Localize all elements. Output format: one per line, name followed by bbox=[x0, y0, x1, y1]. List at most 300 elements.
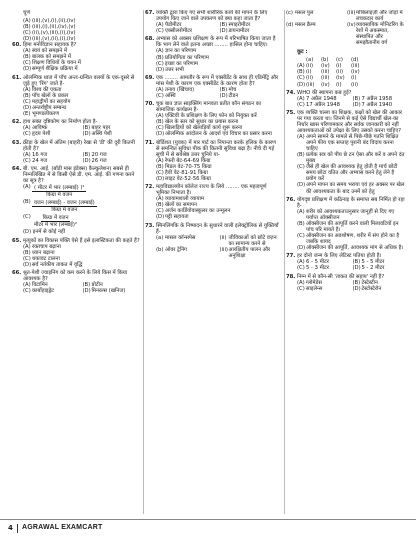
option bbox=[297, 286, 351, 292]
option-label: (B) bbox=[23, 24, 31, 31]
question-number: 70. bbox=[145, 101, 155, 108]
match-right bbox=[220, 235, 282, 247]
column-divider bbox=[143, 10, 144, 514]
option-text: (D) इनमें से कोई नहीं bbox=[23, 229, 66, 236]
option-text: खेलों का समापन bbox=[165, 202, 197, 209]
matrix-head-cell: (c) bbox=[336, 57, 343, 64]
option-text: 6 - 5 मीटर bbox=[306, 259, 329, 266]
option-label: (A) bbox=[156, 157, 164, 164]
option-label: (D) bbox=[352, 265, 361, 272]
option bbox=[297, 245, 406, 251]
option-text: पट्टी सहायता bbox=[165, 214, 189, 221]
option-text: रक्तचाप बढ़ाना bbox=[32, 243, 61, 250]
option-text: पैडोमीटर bbox=[165, 22, 182, 29]
question-74 bbox=[286, 90, 406, 108]
option-text: 7 अप्रैल 1948 bbox=[306, 95, 337, 102]
match-left bbox=[156, 247, 218, 259]
option-label: (B) bbox=[82, 151, 91, 158]
matrix-row-label: (D) bbox=[297, 81, 306, 88]
option bbox=[83, 158, 141, 164]
option-label: (C) bbox=[297, 285, 305, 292]
option-label: (D) bbox=[156, 214, 165, 221]
option-text: तनाव (खिंचाव) bbox=[165, 86, 195, 93]
option-label: (B) bbox=[156, 163, 164, 170]
option-text: भूमण्डलीकरण bbox=[32, 110, 60, 117]
option-text: साइलेन्स bbox=[306, 285, 323, 292]
question-72 bbox=[145, 184, 281, 220]
question-65 bbox=[12, 238, 140, 268]
option-text: 5 - 3 मीटर bbox=[306, 265, 329, 272]
question-number: 73. bbox=[145, 222, 155, 229]
option-text: टेस्टेस्टीन bbox=[361, 279, 378, 286]
match-right bbox=[347, 10, 406, 22]
option-text: (iii),(i),(ii),(iv),(v) bbox=[32, 24, 76, 31]
option-label: (A) bbox=[23, 86, 31, 93]
question-63 bbox=[12, 140, 140, 164]
question-text: मृत्युकों का विकास पंक्ति ऐसे हैं इसे इलास्टिकता की कहते हैं? bbox=[23, 237, 140, 244]
option-label: (B) bbox=[219, 22, 228, 29]
question-text: हर दोनो जन्म के लिए लेटिस्ट पतिया होती है। bbox=[297, 253, 382, 260]
option-text: 26 गज bbox=[91, 157, 107, 164]
question-text: अभ्यास को अक्सर प्रशिक्षण के रूप में परिभाषित किया जाता है कि भाग लेने वाले इतना अच्छा ........ हासिल होना चाहिए। bbox=[156, 36, 276, 49]
question-number: 69. bbox=[145, 74, 155, 81]
option bbox=[23, 158, 81, 164]
question-text: महाविद्यालयीन कॉलेज राज्य के लिये ........ एक महत्वपूर्ण भूमिका निभाता है। bbox=[156, 184, 267, 197]
option-text: व्यायामशाली व्यायाम bbox=[165, 196, 205, 203]
question-number: 77. bbox=[286, 253, 296, 260]
option-text: आविष्क bbox=[32, 125, 48, 132]
option-label: (C) bbox=[23, 255, 31, 262]
matrix-cell: (iii) bbox=[351, 63, 360, 70]
option-label: (C) bbox=[23, 60, 31, 67]
question-number: 74. bbox=[286, 89, 296, 96]
option-text: 7 अप्रैल 1958 bbox=[361, 95, 393, 102]
option bbox=[156, 131, 281, 137]
option-label: (B) bbox=[23, 54, 31, 61]
question-head bbox=[286, 110, 406, 134]
option-label: (iii) bbox=[219, 246, 228, 253]
matrix-row-label: (C) bbox=[297, 75, 305, 82]
option-label: (A) bbox=[23, 243, 31, 250]
option bbox=[297, 233, 406, 245]
matrix-cell: (i) bbox=[336, 63, 342, 70]
option-text: विश्व की एकता bbox=[32, 86, 62, 93]
option bbox=[156, 93, 218, 99]
option-label: (B) bbox=[352, 259, 361, 266]
matrix-cell: (ii) bbox=[351, 81, 359, 88]
option-text: (iii),(v),(i),(ii),(iv) bbox=[32, 18, 76, 25]
option-text: प्रतियोगिता का परिणाम bbox=[165, 54, 209, 61]
option-label: (C) bbox=[156, 92, 164, 99]
question-number: 63. bbox=[12, 139, 22, 146]
option-text: (ii),(v),(iii),(i),(iv) bbox=[32, 30, 76, 37]
question-62 bbox=[12, 119, 140, 137]
option-text: मोच bbox=[228, 86, 237, 93]
option-label: (A) bbox=[297, 279, 305, 286]
option bbox=[156, 28, 218, 34]
question-text: स्पिनलिंगकि के निष्पादन के सुधारने वाली इलेक्ट्रोलिक से युक्तियाँ हैं- bbox=[156, 222, 279, 235]
match-left bbox=[286, 10, 345, 22]
option-label: (A) bbox=[23, 151, 31, 158]
option-label: (A) bbox=[156, 86, 164, 93]
option-text: ज्ञान का परिणाम bbox=[165, 48, 197, 55]
question-66 bbox=[12, 270, 140, 294]
options-grid bbox=[297, 96, 406, 108]
question-number: 61. bbox=[12, 74, 22, 81]
page-footer bbox=[0, 519, 416, 538]
option-text: ऑक्सीजन की आपूर्ति करने वाली मिलावटियों इन पांच परि मायते है। bbox=[306, 220, 399, 233]
option-text: अस्थि bbox=[165, 92, 176, 99]
option bbox=[353, 102, 407, 108]
matrix-cell: (ii) bbox=[306, 63, 314, 70]
option bbox=[23, 288, 81, 294]
question-number: 62. bbox=[12, 119, 22, 126]
option-text: ऑक्सीजन का अवशोषण, शरीर में संप होने का है जबकि शायद bbox=[306, 233, 400, 246]
option-label: (A) bbox=[23, 18, 31, 25]
option bbox=[297, 182, 406, 194]
option-label: (A) bbox=[23, 125, 31, 132]
option-text: कार्बोहाइड्रेट bbox=[32, 288, 54, 295]
option-label: (A) bbox=[297, 95, 305, 102]
option bbox=[83, 131, 141, 137]
question-64 bbox=[12, 166, 140, 235]
question-head bbox=[145, 75, 281, 87]
option-text: बाहर पहर bbox=[91, 125, 111, 132]
fraction: $\frac{\text{किग्रा में वजन}}{\text{मीटर में भार (लम्बाई)²}}$ bbox=[34, 215, 78, 229]
option-label: (C) bbox=[156, 28, 164, 35]
option-label: (d) bbox=[286, 22, 294, 29]
option-label: (D) bbox=[352, 285, 361, 292]
question-head bbox=[145, 140, 281, 158]
footer-divider bbox=[17, 524, 18, 533]
matrix-cell: (iv) bbox=[336, 75, 345, 82]
option-label: (D) bbox=[156, 175, 165, 182]
option-text: ओलम्पिक आंदोलन के आदर्श एवं विचार का प्रसार करना bbox=[165, 131, 272, 138]
option-text: स्पाइरोमीटर bbox=[228, 22, 251, 29]
option bbox=[353, 286, 407, 292]
option-label: (D) bbox=[219, 28, 228, 35]
option bbox=[353, 265, 407, 271]
question-text: एक व्यक्ति चल्ला का शिक्षक, कक्षों को खेल की आकार पर गया करता था। जिनमे से कई ऐसे विद्यार्थी खेल-का निर्धार खास परिणामकार और सर्वक जानकारी को नहीं आवश्यकताओं को उपेक्षा के लिए उसको करना चाहिए? bbox=[297, 109, 403, 135]
question-text: निम्न में से कौन-सी 'ताकत की सहाय' नहीं है? bbox=[297, 273, 385, 280]
option-label: (B) bbox=[156, 119, 164, 126]
option-text: पाँच खेलों के प्रकार bbox=[32, 92, 69, 99]
option-label: (D) bbox=[156, 66, 165, 73]
match-grid bbox=[156, 235, 281, 259]
question-text: क्रीड़ा के खेल में अंतिम (बाहरी) रेखा से 'डी' की दूरी कितनी होती है? bbox=[23, 139, 135, 152]
option-text: अन्तर्राष्ट्रीय सम्बन्ध bbox=[32, 104, 67, 111]
match-grid bbox=[286, 10, 406, 46]
option-label: (D) bbox=[23, 66, 32, 73]
option-text: टेस्टोस्टेरोन bbox=[361, 285, 382, 292]
continued-options bbox=[12, 18, 140, 42]
question-text: हाथ सक्त दृष्टिकोण का निर्माण होता है- bbox=[23, 119, 98, 126]
option bbox=[23, 131, 81, 137]
option-label: (B) bbox=[156, 202, 164, 209]
question-head bbox=[145, 101, 281, 113]
option-text: 5 - 5 मीटर bbox=[361, 259, 385, 266]
question-number: 76. bbox=[286, 196, 296, 203]
option-text: इच्छा का परिणाम bbox=[165, 60, 199, 67]
option-text: खेल के स्तर को सुधार का प्रयास करना bbox=[165, 119, 239, 126]
option-label: (ii) bbox=[219, 234, 227, 241]
question-73 bbox=[145, 223, 281, 259]
option-label: (B) bbox=[352, 95, 361, 102]
option-label: (B) bbox=[82, 282, 91, 289]
question-70 bbox=[145, 101, 281, 137]
match-right bbox=[220, 247, 282, 259]
option-label: (C) bbox=[23, 288, 31, 295]
options-grid bbox=[156, 22, 281, 34]
question-number: 65. bbox=[12, 237, 22, 244]
question-68 bbox=[145, 36, 281, 72]
options-grid bbox=[23, 125, 140, 137]
question-60 bbox=[12, 42, 140, 72]
option-label: (E) bbox=[23, 110, 31, 117]
option-label: (A) bbox=[156, 22, 164, 29]
option-text: डायनामीटर bbox=[228, 28, 250, 35]
matrix-head-cell: (b) bbox=[321, 57, 329, 64]
option bbox=[297, 164, 406, 182]
question-number: 78. bbox=[286, 273, 296, 280]
brand-name: AGRAWAL EXAMCART bbox=[22, 524, 103, 531]
match-right bbox=[347, 22, 406, 46]
column-divider bbox=[284, 10, 285, 514]
question-number: 66. bbox=[12, 269, 22, 276]
matrix-cell: (iii) bbox=[306, 81, 315, 88]
option-label: (C) bbox=[156, 208, 164, 215]
option-text: मोबिलाइज़ी और जोड़ों में लचकदार कार्य bbox=[356, 10, 403, 23]
matrix-cell: (iii) bbox=[321, 69, 330, 76]
match-left bbox=[286, 22, 345, 46]
option-text: प्रत्येक सत्र को पीय छे टन ऐसा और करें व अपने दंत मुख्य bbox=[306, 152, 405, 165]
question-text: चूक बात ज्ञात साइक्लिंग मानवता प्रतीत कौन संगठन का सामाजिक कार्यक्रम है- bbox=[156, 101, 262, 114]
options-grid bbox=[297, 280, 406, 292]
option-fraction: (A) $\frac{\text{( मीटर में भार (लम्बाई) )²}}{\text{किग्रा में वजन}}$ bbox=[23, 184, 85, 199]
option-text: जैसे ही खेल की आवश्यक हेतु होती है मार्च छोटी समय छोटा वतित और अभ्यास करने हेतु लेने है प्रयोग करें bbox=[306, 164, 398, 183]
option-label: (A) bbox=[23, 282, 31, 289]
option-text: 20 गज bbox=[91, 151, 107, 158]
column-middle bbox=[145, 10, 281, 514]
option-label: (A) bbox=[297, 208, 305, 215]
option-label: (D) bbox=[297, 245, 306, 252]
question-61 bbox=[12, 75, 140, 117]
option-label: (B) bbox=[297, 152, 305, 159]
option-label: (D) bbox=[82, 288, 91, 295]
option-text: शरीर को आवश्यकताउनुसार जानूहीं से दिए गए पर्याप्त ऑक्सीजन bbox=[306, 208, 395, 221]
question-78 bbox=[286, 274, 406, 292]
question-75 bbox=[286, 110, 406, 195]
option-label: (D) bbox=[352, 101, 361, 108]
option-text: महाद्वीपों का सहयोग bbox=[32, 98, 71, 105]
option-label: (C) bbox=[23, 30, 31, 37]
option-text: ध्यान बढ़ाना bbox=[32, 249, 55, 256]
option-text: मसल पुल bbox=[295, 10, 314, 16]
option-text: व्यावसायिक मोनिटरिंग के रेशों में अकस्मात, संस्थापित और समझौतानीय वर्ग bbox=[356, 22, 404, 47]
fraction: $\frac{\text{वजन (लम्बाई) - वजन (लम्बाई)}}{\text{किग्रा में वजन}}$ bbox=[34, 200, 95, 214]
option-text: 16 गज bbox=[32, 151, 48, 158]
option-text: 24 गज bbox=[32, 157, 48, 164]
option-label: (C) bbox=[23, 131, 31, 138]
option-text: 17 अप्रैल 1948 bbox=[306, 101, 340, 108]
matrix-head-cell: (d) bbox=[351, 57, 359, 64]
options-grid bbox=[297, 259, 406, 271]
option-text: विटामिन bbox=[32, 282, 48, 289]
option-text: टीडन bbox=[228, 92, 239, 99]
question-number: 60. bbox=[12, 42, 22, 49]
option-text: अपने सामने के मामले से पिछे-पीछे गतनि शिक्षित अपने फीय एक सप्ताह पुरानी बंद विदाय करना चाहिए bbox=[306, 134, 399, 153]
question-head bbox=[145, 10, 281, 22]
option-label: (D) bbox=[156, 131, 165, 138]
option-text: 5 - 2 मीटर bbox=[361, 265, 385, 272]
matrix-cell: (iv) bbox=[321, 81, 330, 88]
option-label: (D) bbox=[23, 104, 32, 111]
matrix-cell: (i) bbox=[351, 75, 357, 82]
question-76 bbox=[286, 197, 406, 251]
option-text: अस्थि पेशी bbox=[91, 131, 112, 138]
option-label: (iv) bbox=[347, 22, 356, 29]
options-grid bbox=[23, 282, 140, 294]
option-text: ऑक्सीजन की आपूर्ति, आवश्यक मांग से अधिक है। bbox=[306, 245, 404, 252]
option-text: रेफरी बेट-64-69 किग्रा bbox=[165, 157, 211, 164]
option-text: 7 अप्रैल 1940 bbox=[361, 101, 393, 108]
matrix-cell: (iv) bbox=[321, 63, 330, 70]
option-label: (C) bbox=[156, 60, 164, 67]
matrix-row-label: (B) bbox=[297, 69, 305, 76]
question-text: बी. एम. आई. (बॉडी मास इंडेक्स) कैल्कुलेशन) सबसे ही निम्नलिखित में से किसी ऐसे डी. एम. आई. की गणना करने का सूत्र है? bbox=[23, 165, 135, 184]
option-label: (A) bbox=[156, 113, 164, 120]
option-text: ग्लोमेडेस bbox=[306, 279, 322, 286]
option-fraction: (C) $\frac{\text{किग्रा में वजन}}{\text{मीटर में भार (लम्बाई)²}}$ bbox=[23, 214, 78, 229]
question-number: 64. bbox=[12, 165, 22, 172]
code-label: कूट : bbox=[297, 49, 308, 56]
option-label: (B) bbox=[219, 86, 228, 93]
option-text: हैवी वेट-81-91 किग्रा bbox=[165, 169, 208, 176]
matrix-cell: (iv) bbox=[351, 69, 360, 76]
option bbox=[297, 265, 351, 271]
option-text: मिडल वेट-70-75 किग्रा bbox=[165, 163, 212, 170]
option bbox=[156, 214, 281, 220]
question-number: 68. bbox=[145, 36, 155, 43]
option-label: (D) bbox=[82, 157, 91, 164]
question-77 bbox=[286, 253, 406, 271]
option bbox=[23, 66, 140, 72]
fraction: $\frac{\text{( मीटर में भार (लम्बाई) )²}}{\text{किग्रा में वजन}}$ bbox=[34, 185, 85, 199]
matrix-row-label: (A) bbox=[297, 63, 305, 70]
option-label: (D) bbox=[23, 36, 32, 43]
option bbox=[156, 67, 281, 73]
option-label: (B) bbox=[297, 220, 305, 227]
option-text: उत्तर सभी bbox=[165, 66, 184, 73]
option-text: लाइट वेट-52-56 किग्रा bbox=[165, 175, 211, 182]
question-head bbox=[12, 270, 140, 282]
option-label: (B) bbox=[82, 125, 91, 132]
option bbox=[297, 221, 406, 233]
option-label: (A) bbox=[23, 48, 31, 55]
option-label: (A) bbox=[297, 134, 305, 141]
question-head bbox=[145, 184, 281, 196]
question-text: योगदृष्ट प्रशिक्षण में कठिनाइ के समाप्त सब निर्मित हो रहा है- bbox=[297, 196, 405, 209]
option-text: बालक को समझने में bbox=[32, 54, 72, 61]
option bbox=[23, 262, 140, 268]
option-label: (D) bbox=[219, 92, 228, 99]
option-text: जीविकाओं को छोटे वज़न का सामान्य करने से bbox=[228, 234, 277, 247]
question-71 bbox=[145, 140, 281, 182]
question-head bbox=[145, 36, 281, 48]
option-label: (iii) bbox=[347, 10, 356, 16]
option bbox=[220, 93, 282, 99]
question-text: हिमा मनोविज्ञान सहायक है? bbox=[23, 42, 77, 49]
code-matrix bbox=[286, 57, 406, 87]
option-label: (a) bbox=[156, 234, 164, 241]
option-label: (C) bbox=[297, 233, 305, 240]
question-head bbox=[12, 75, 140, 87]
option-label: (D) bbox=[82, 131, 91, 138]
question-text: व्यक्ति द्वारा किए गए सभी शारीरिक कार्य की मापने के लिए उपयोग किए जाने वाले उपकरण को क्या कहा जाता है? bbox=[156, 10, 268, 23]
matrix-cell: (iii) bbox=[321, 75, 330, 82]
question-69 bbox=[145, 75, 281, 99]
question-text: बॉर्डिशत (युवक) में मार पार्ट का निपान्ता करके हलिक के कारण से समन्वित सुविधा पीक की कितनी सुविधा बढ़ा है। नीचे दी गई सूची में से सर्वश्रेष्ठ उत्तर चुनिये या- bbox=[156, 139, 276, 158]
question-number: 75. bbox=[286, 109, 296, 116]
option-label: (C) bbox=[297, 164, 305, 171]
option-text: ओवर ट्रेनिंग bbox=[165, 246, 187, 253]
matrix-cell: (i) bbox=[336, 81, 342, 88]
matrix-head-cell: (a) bbox=[306, 57, 314, 64]
options-grid bbox=[23, 152, 140, 164]
question-text: WHO की स्थापना कब हुई? bbox=[297, 89, 352, 96]
question-67 bbox=[145, 10, 281, 34]
option-text: प्रोटीन bbox=[91, 282, 103, 289]
option-text: एक्सीलरोमीटर bbox=[165, 28, 193, 35]
option-text: सर्व नर्तकीय ताकत में वृद्धि bbox=[32, 261, 83, 268]
match-columns bbox=[145, 235, 281, 259]
question-text: श्रुत-पेशी ज्वाइनिंग को कम करने के लिये किस में किया आवश्यक है? bbox=[23, 269, 128, 282]
question-number: 67. bbox=[145, 10, 155, 16]
matrix-cell: (ii) bbox=[336, 69, 344, 76]
option-text: आरक्षितीय पालन और अनुशिक्षा bbox=[228, 246, 271, 259]
question-number: 71. bbox=[145, 139, 155, 146]
option bbox=[83, 288, 141, 294]
option-label: (B) bbox=[23, 249, 31, 256]
option bbox=[297, 134, 406, 152]
column-right bbox=[286, 10, 406, 514]
option-text: अपने मापन का समय भराया एवं हर अक्सर पर खेल की आवश्यकता के बाद उनमें को हेतु bbox=[306, 182, 405, 195]
option-label: (b) bbox=[156, 246, 164, 253]
option-label: (C) bbox=[156, 169, 164, 176]
option-label: (B) bbox=[352, 279, 361, 286]
option-label: (A) bbox=[156, 48, 164, 55]
option-text: खिलाड़ियों को खेलाड़ियों कार्य शुरू करना bbox=[165, 125, 243, 132]
matrix-cell: (i) bbox=[306, 69, 312, 76]
option-label: (c) bbox=[286, 10, 293, 16]
option-label: (B) bbox=[23, 92, 31, 99]
option-text: हृदय पेशी bbox=[32, 131, 51, 138]
option-text: मिनरल्स (खनिज) bbox=[91, 288, 126, 295]
match-columns-continued bbox=[286, 10, 406, 46]
option-text: सम्पूर्ण शैक्षिक प्रक्रिया में bbox=[32, 66, 78, 73]
option-label: (C) bbox=[297, 265, 305, 272]
matrix-cells bbox=[306, 82, 366, 88]
option-text: मासल कॉन्सपेस bbox=[165, 234, 196, 241]
option-text: शिक्षण विधियों के चयन में bbox=[32, 60, 81, 67]
match-left bbox=[156, 235, 218, 247]
matrix-cell: (ii) bbox=[306, 75, 314, 82]
question-head bbox=[12, 140, 140, 152]
continued-text: चूर्ण bbox=[23, 10, 31, 16]
option-label: (C) bbox=[23, 98, 31, 105]
option-label: (B) bbox=[156, 54, 164, 61]
options-grid bbox=[156, 87, 281, 99]
